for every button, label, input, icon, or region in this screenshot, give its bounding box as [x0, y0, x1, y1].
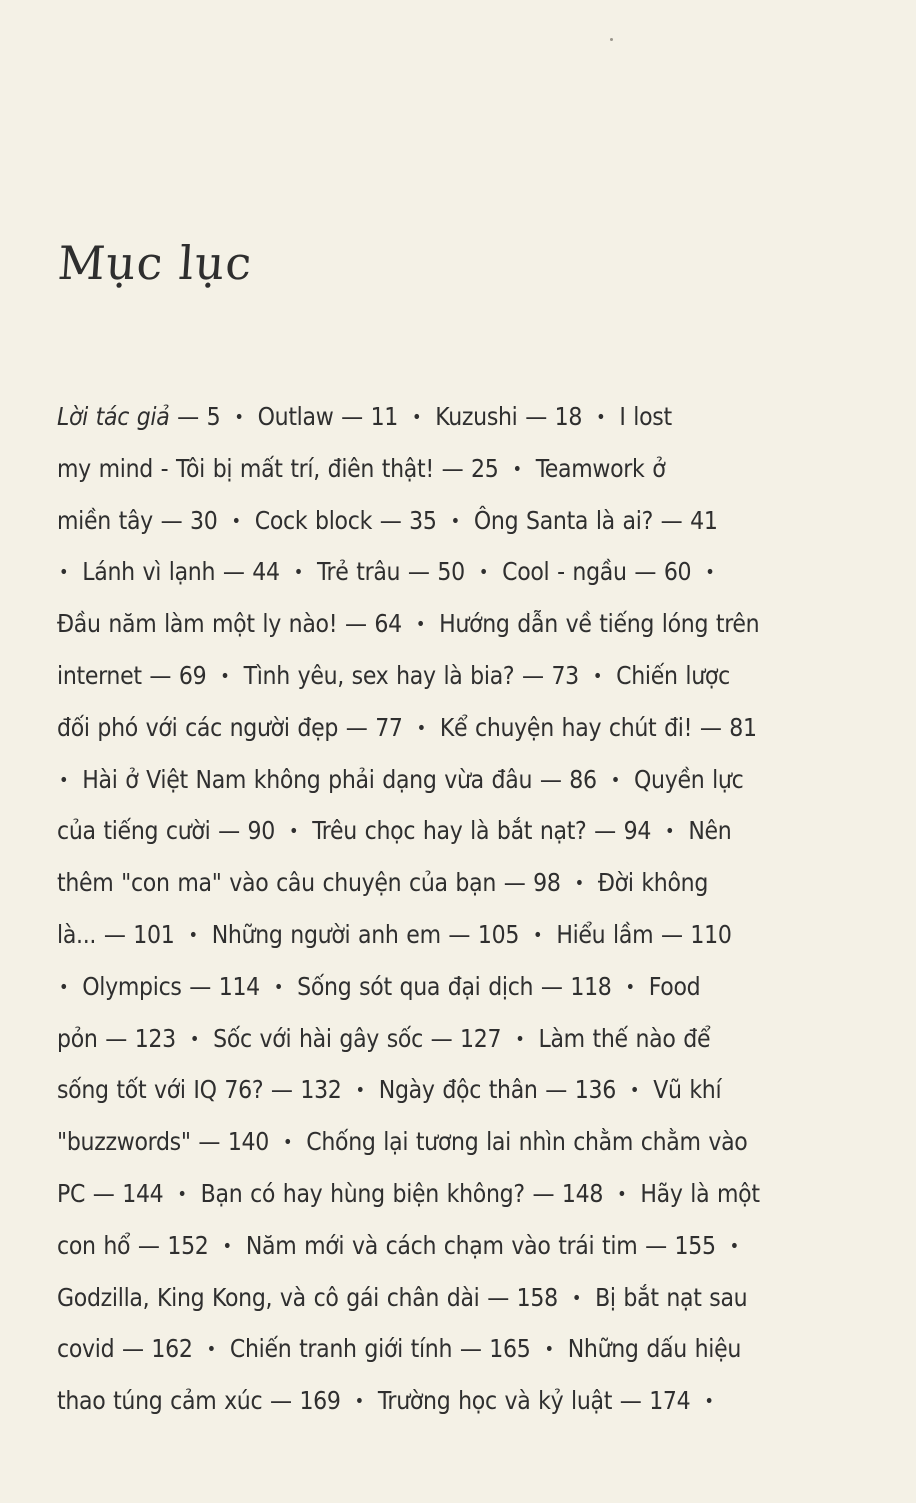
toc-entry: thêm "con ma" vào câu chuyện của bạn — 98: [57, 868, 561, 898]
toc-line: [57, 1169, 827, 1221]
bullet-separator: •: [354, 1391, 364, 1413]
toc-entry: Trẻ trâu — 50: [316, 557, 465, 587]
page-title: Mục lục: [56, 235, 255, 290]
toc-line: [57, 910, 827, 962]
bullet-separator: •: [231, 510, 241, 532]
bullet-separator: •: [704, 1391, 714, 1413]
toc-entry: Godzilla, King Kong, và cô gái chân dài — 158: [57, 1282, 558, 1312]
toc-entry: Olympics — 114: [82, 971, 260, 1001]
toc-line: [57, 1221, 827, 1273]
bullet-separator: •: [592, 665, 603, 687]
bullet-separator: •: [188, 924, 198, 946]
bullet-separator: •: [533, 924, 543, 946]
toc-entry: Kể chuyện hay chút đi! — 81: [439, 712, 757, 742]
toc-entry: Làm thế nào để: [538, 1023, 711, 1053]
toc-line: [57, 1324, 827, 1376]
toc-line: [57, 806, 827, 858]
toc-line: [57, 1273, 827, 1325]
toc-entry: thao túng cảm xúc — 169: [57, 1386, 341, 1416]
toc-entry: Tình yêu, sex hay là bia? — 73: [243, 660, 579, 690]
toc-entry: Năm mới và cách chạm vào trái tim — 155: [245, 1230, 716, 1260]
table-of-contents: [57, 392, 827, 1428]
bullet-separator: •: [222, 1235, 232, 1257]
toc-line: [57, 1117, 827, 1169]
toc-line: [57, 755, 827, 807]
toc-entry: Sống sót qua đại dịch — 118: [297, 971, 612, 1001]
bullet-separator: •: [574, 873, 584, 895]
bullet-separator: •: [478, 562, 489, 584]
toc-entry: Lời tác giả — 5: [57, 402, 221, 431]
toc-entry: con hổ — 152: [57, 1230, 209, 1260]
toc-entry: Hướng dẫn về tiếng lóng trên: [439, 609, 760, 639]
bullet-separator: •: [596, 407, 606, 428]
toc-entry: đối phó với các người đẹp — 77: [57, 712, 403, 742]
bullet-separator: •: [177, 1183, 187, 1205]
bullet-separator: •: [571, 1287, 582, 1309]
bullet-separator: •: [705, 562, 715, 584]
toc-entry: Trêu chọc hay là bắt nạt? — 94: [312, 816, 652, 846]
toc-entry: Bị bắt nạt sau: [595, 1282, 748, 1312]
toc-entry: Trường học và kỷ luật — 174: [377, 1386, 691, 1416]
toc-line: [57, 444, 827, 496]
toc-entry: Hiểu lầm — 110: [556, 919, 732, 949]
toc-entry: Nên: [688, 816, 732, 846]
toc-line: [57, 1014, 827, 1066]
bullet-separator: •: [544, 1339, 554, 1361]
toc-entry: PC — 144: [57, 1178, 164, 1208]
toc-entry: Outlaw — 11: [257, 402, 399, 431]
toc-entry: Kuzushi — 18: [435, 402, 583, 431]
bullet-separator: •: [665, 821, 675, 843]
toc-entry: sống tốt với IQ 76? — 132: [57, 1075, 342, 1105]
toc-entry: Ngày độc thân — 136: [378, 1075, 616, 1105]
bullet-separator: •: [220, 665, 230, 687]
toc-line: [57, 858, 827, 910]
toc-line: [57, 1065, 827, 1117]
bullet-separator: •: [415, 614, 426, 636]
toc-entry: Lánh vì lạnh — 44: [82, 557, 280, 587]
toc-entry: I lost: [619, 402, 672, 431]
bullet-separator: •: [610, 769, 620, 791]
bullet-separator: •: [729, 1235, 739, 1257]
bullet-separator: •: [189, 1028, 200, 1050]
toc-line: [57, 1376, 827, 1428]
bullet-separator: •: [625, 976, 635, 998]
toc-entry: Teamwork ở: [535, 453, 666, 483]
bullet-separator: •: [355, 1080, 365, 1102]
bullet-separator: •: [450, 510, 460, 532]
bullet-separator: •: [416, 717, 426, 739]
toc-entry: "buzzwords" — 140: [57, 1127, 269, 1157]
toc-entry: Food: [648, 971, 701, 1001]
bullet-separator: •: [412, 407, 422, 428]
bullet-separator: •: [629, 1080, 640, 1102]
toc-entry: Những dấu hiệu: [567, 1334, 742, 1364]
bullet-separator: •: [288, 821, 299, 843]
toc-entry: Đời không: [597, 868, 709, 898]
toc-entry: Quyền lực: [633, 764, 744, 794]
bullet-separator: •: [234, 407, 244, 428]
toc-entry: Cock block — 35: [254, 505, 437, 535]
toc-entry: Chiến lược: [616, 660, 730, 690]
bullet-separator: •: [59, 976, 69, 998]
toc-entry: Hãy là một: [640, 1178, 760, 1208]
toc-entry: my mind - Tôi bị mất trí, điên thật! — 25: [57, 453, 499, 483]
toc-entry: là... — 101: [57, 919, 175, 949]
toc-line: [57, 962, 827, 1014]
paper-speck: [610, 38, 613, 41]
bullet-separator: •: [59, 769, 69, 791]
toc-entry: Vũ khí: [653, 1075, 722, 1105]
toc-entry: Hài ở Việt Nam không phải dạng vừa đâu — 86: [82, 764, 597, 794]
bullet-separator: •: [515, 1028, 525, 1050]
toc-line: [57, 703, 827, 755]
toc-line: [57, 547, 827, 599]
toc-entry: của tiếng cười — 90: [57, 816, 275, 846]
toc-entry: covid — 162: [57, 1334, 193, 1364]
bullet-separator: •: [206, 1339, 216, 1361]
toc-entry: miền tây — 30: [57, 505, 218, 535]
toc-entry: Cool - ngầu — 60: [502, 557, 692, 587]
toc-entry: internet — 69: [57, 660, 207, 690]
bullet-separator: •: [293, 562, 303, 584]
bullet-separator: •: [283, 1132, 293, 1154]
toc-line: [57, 599, 827, 651]
toc-line: [57, 496, 827, 548]
bullet-separator: •: [59, 562, 69, 584]
toc-entry: Những người anh em — 105: [211, 919, 520, 949]
toc-entry: Chiến tranh giới tính — 165: [229, 1334, 531, 1364]
toc-entry: Ông Santa là ai? — 41: [473, 505, 718, 535]
toc-line: [57, 392, 827, 444]
bullet-separator: •: [512, 458, 522, 480]
toc-line: [57, 651, 827, 703]
toc-entry: pỏn — 123: [57, 1023, 176, 1053]
toc-entry: Sốc với hài gây sốc — 127: [213, 1023, 502, 1053]
bullet-separator: •: [617, 1183, 627, 1205]
toc-entry: Bạn có hay hùng biện không? — 148: [200, 1178, 604, 1208]
toc-entry: Chống lại tương lai nhìn chằm chằm vào: [306, 1127, 748, 1157]
toc-entry: Đầu năm làm một ly nào! — 64: [57, 609, 402, 639]
bullet-separator: •: [273, 976, 284, 998]
